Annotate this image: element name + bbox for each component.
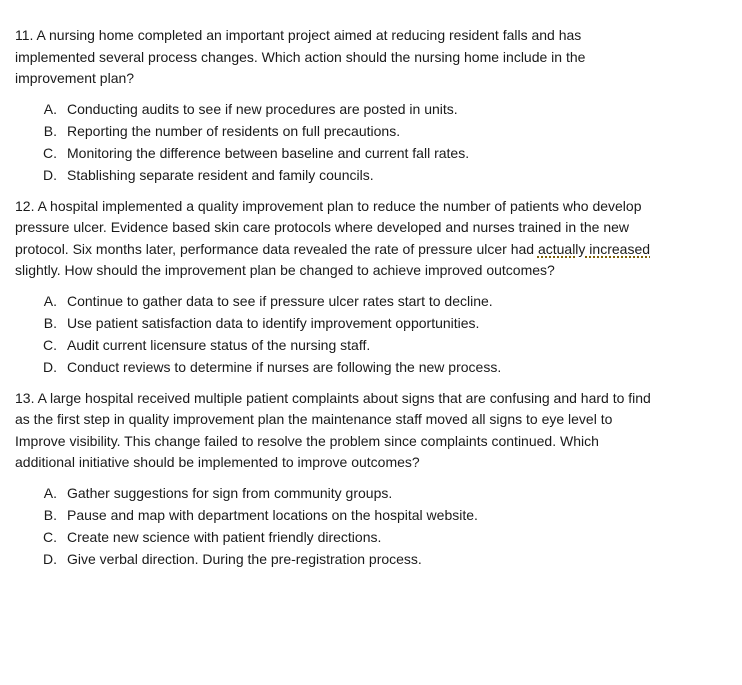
option-letter: C.: [43, 144, 57, 161]
option-letter: A.: [43, 484, 57, 501]
option-text: Use patient satisfaction data to identify improvement opportunities.: [67, 314, 480, 331]
answer-option: [15, 482, 727, 504]
option-text: Pause and map with department locations on the hospital website.: [67, 506, 478, 523]
option-letter: D.: [43, 166, 57, 183]
option-letter: D.: [43, 358, 57, 375]
answer-option: [15, 548, 727, 570]
option-letter: B.: [43, 122, 57, 139]
option-letter: C.: [43, 528, 57, 545]
option-text: Reporting the number of residents on full precautions.: [67, 122, 401, 139]
question-stem: [15, 196, 727, 282]
document-page: [15, 25, 727, 570]
answer-option: [15, 504, 727, 526]
question-11: [15, 25, 727, 186]
answer-option: [15, 120, 727, 142]
option-text: Audit current licensure status of the nursing staff.: [67, 336, 371, 353]
option-letter: D.: [43, 550, 57, 567]
answer-option: [15, 356, 727, 378]
answer-option: [15, 142, 727, 164]
answer-option: [15, 334, 727, 356]
answer-option: [15, 526, 727, 548]
option-text: Stablishing separate resident and family councils.: [67, 166, 374, 183]
option-text: Create new science with patient friendly directions.: [67, 528, 382, 545]
question-stem-part: 12. A hospital implemented a quality improvement plan to reduce the number of patients who develop pressure ulcer. Evidence based skin care protocols where developed and nurses trained in the new protocol. Six months later, performance data revealed the rate of pressure ulcer had: [15, 197, 642, 257]
question-13: [15, 388, 727, 570]
answer-options: [15, 290, 727, 378]
question-stem-part: slightly. How should the improvement plan be changed to achieve improved outcomes?: [15, 262, 555, 278]
option-text: Conducting audits to see if new procedures are posted in units.: [67, 100, 458, 117]
answer-option: [15, 98, 727, 120]
option-letter: B.: [43, 506, 57, 523]
option-text: Continue to gather data to see if pressure ulcer rates start to decline.: [67, 292, 493, 309]
option-text: Conduct reviews to determine if nurses are following the new process.: [67, 358, 502, 375]
option-text: Give verbal direction. During the pre-registration process.: [67, 550, 422, 567]
option-text: Gather suggestions for sign from community groups.: [67, 484, 393, 501]
question-12: [15, 196, 727, 378]
answer-option: [15, 164, 727, 186]
answer-option: [15, 290, 727, 312]
option-letter: C.: [43, 336, 57, 353]
option-letter: B.: [43, 314, 57, 331]
option-text: Monitoring the difference between baseline and current fall rates.: [67, 144, 470, 161]
option-letter: A.: [43, 292, 57, 309]
question-stem: 13. A large hospital received multiple patient complaints about signs that are confusing and hard to find as the first step in quality improvement plan the maintenance staff moved all signs to eye level to Improve visibility. This change failed to resolve the problem since complaints continued. Which additional initiative should be implemented to improve outcomes?: [15, 389, 651, 470]
answer-options: [15, 98, 727, 186]
question-stem: 11. A nursing home completed an important project aimed at reducing resident falls and has implemented several process changes. Which action should the nursing home include in the improvement plan?: [15, 27, 586, 86]
option-letter: A.: [43, 100, 57, 117]
answer-option: [15, 312, 727, 334]
answer-options: [15, 482, 727, 570]
grammar-flagged-text[interactable]: actually increased: [537, 240, 651, 257]
